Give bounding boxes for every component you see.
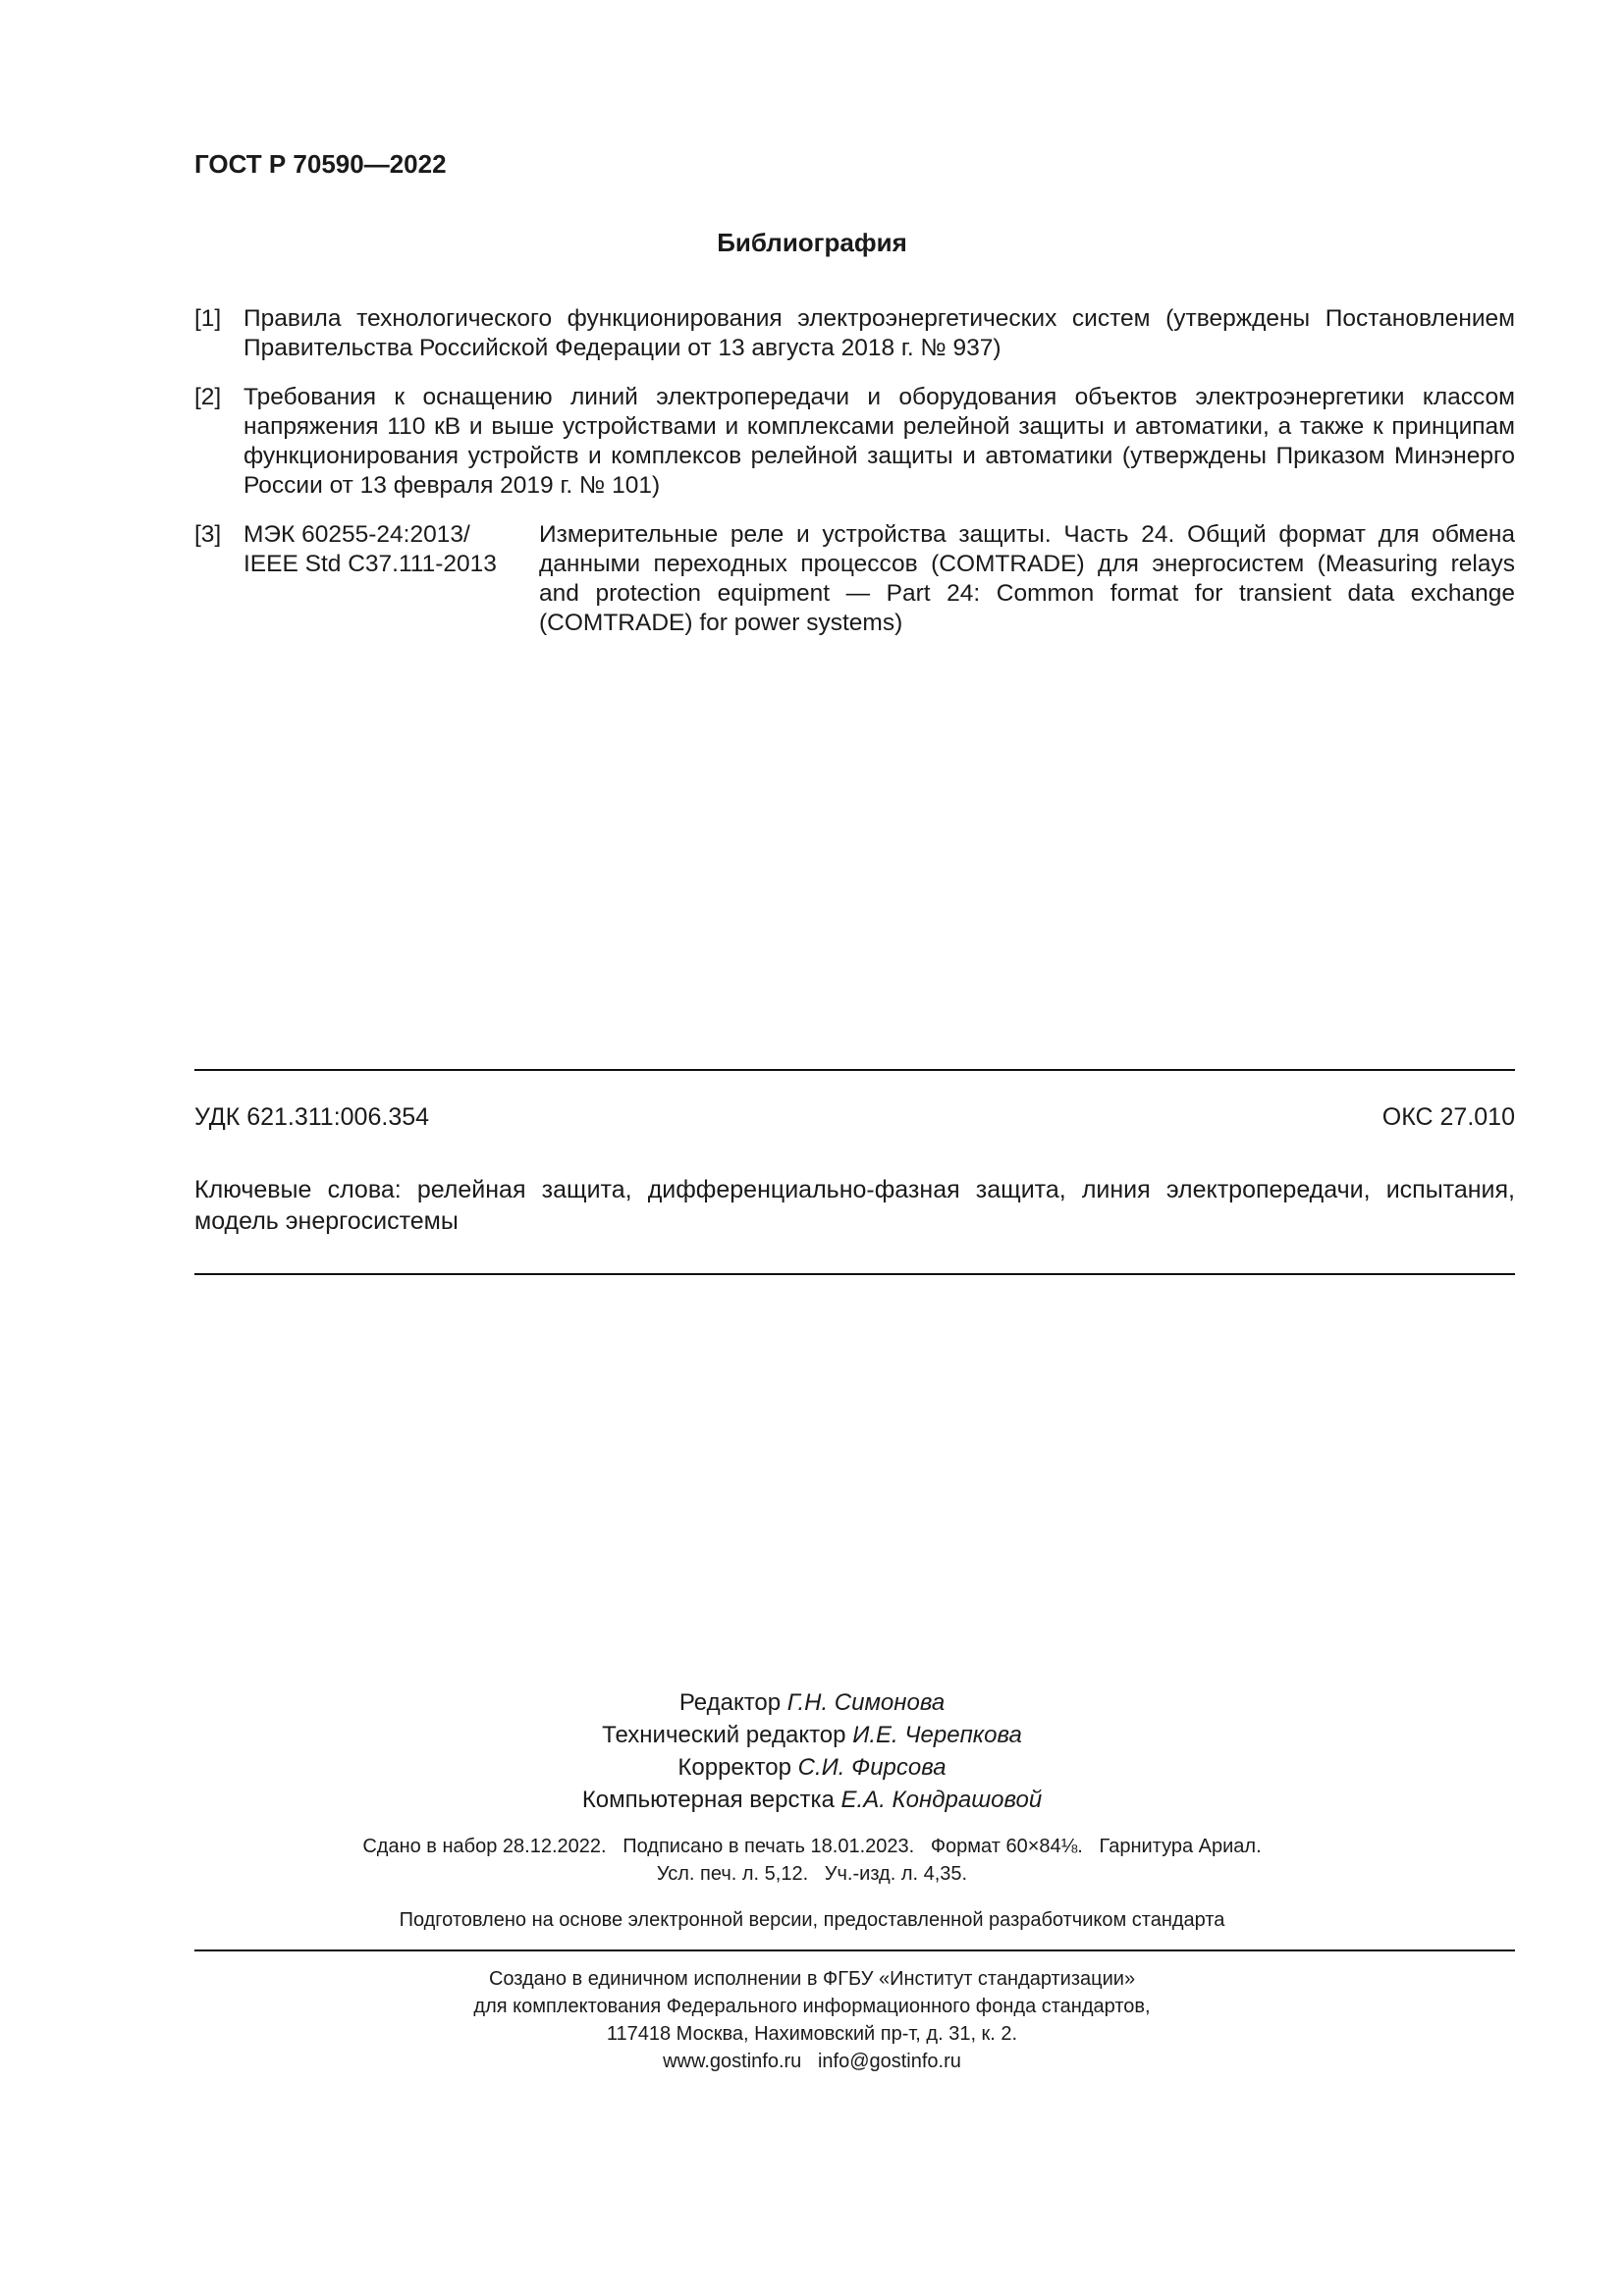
oks-code: ОКС 27.010 xyxy=(1381,1103,1515,1131)
publisher-line: Создано в единичном исполнении в ФГБУ «Институт стандартизации» xyxy=(488,1968,1136,1990)
print-info-line: Усл. печ. л. 5,12. Уч.-изд. л. 4,35. xyxy=(656,1863,968,1885)
entry-number: [2] xyxy=(194,384,222,410)
standard-code-line: IEEE Std C37.111-2013 xyxy=(244,551,497,577)
publisher-contacts: www.gostinfo.ru info@gostinfo.ru xyxy=(663,2051,961,2072)
entry-text: Измерительные реле и устройства защиты. Часть 24. Общий формат для обмена данными переходных процессов (COMTRADE) для энергосистем (Measuring relays and protection equipment — Part 24: Common format for transient data exchange (COMTRADE) for power systems) xyxy=(539,521,1515,636)
credit-line xyxy=(0,1784,1624,1816)
credit-name: С.И. Фирсова xyxy=(797,1754,947,1781)
publisher-line: 117418 Москва, Нахимовский пр-т, д. 31, к. 2. xyxy=(606,2023,1018,2045)
print-info xyxy=(0,1833,1624,1888)
divider xyxy=(194,1069,1515,1071)
credit-role: Корректор xyxy=(677,1754,791,1781)
credit-name: Г.Н. Симонова xyxy=(786,1689,946,1716)
print-info-line: Сдано в набор 28.12.2022. Подписано в печать 18.01.2023. Формат 60×84⅛. Гарнитура Ариал. xyxy=(362,1836,1262,1857)
entry-text: Правила технологического функционирования электроэнергетических систем (утверждены Постановлением Правительства Российской Федерации от 13 августа 2018 г. № 937) xyxy=(244,305,1515,361)
keywords: Ключевые слова: релейная защита, дифференциально-фазная защита, линия электропередачи, испытания, модель энергосистемы xyxy=(194,1176,1515,1235)
bibliography-title: Библиография xyxy=(717,228,907,257)
entry-number: [1] xyxy=(194,305,222,332)
credit-line xyxy=(0,1751,1624,1784)
entry-text: Требования к оснащению линий электропередачи и оборудования объектов электроэнергетики классом напряжения 110 кВ и выше устройствами и комплексами релейной защиты и автоматики, а также к принципам функционирования устройств и комплексов релейной защиты и автоматики (утверждены Приказом Минэнерго России от 13 февраля 2019 г. № 101) xyxy=(244,384,1515,499)
publisher-info xyxy=(0,1965,1624,2075)
credit-role: Редактор xyxy=(678,1689,782,1716)
divider xyxy=(194,1949,1515,1951)
credit-name: Е.А. Кондрашовой xyxy=(840,1787,1043,1813)
document-code: ГОСТ Р 70590—2022 xyxy=(194,149,447,179)
standard-code-line: МЭК 60255-24:2013/ xyxy=(244,521,470,548)
entry-number: [3] xyxy=(194,521,222,548)
prepared-note: Подготовлено на основе электронной версии, предоставленной разработчиком стандарта xyxy=(399,1909,1225,1931)
udk-code: УДК 621.311:006.354 xyxy=(194,1103,430,1131)
credit-role: Технический редактор xyxy=(602,1722,846,1748)
publisher-line: для комплектования Федерального информационного фонда стандартов, xyxy=(473,1996,1151,2017)
entry-standard-code xyxy=(244,520,528,579)
credit-role: Компьютерная верстка xyxy=(581,1787,835,1813)
divider xyxy=(194,1273,1515,1275)
credits-block xyxy=(0,1686,1624,1816)
credit-line xyxy=(0,1686,1624,1719)
credit-line xyxy=(0,1719,1624,1751)
credit-name: И.Е. Черепкова xyxy=(852,1722,1022,1748)
